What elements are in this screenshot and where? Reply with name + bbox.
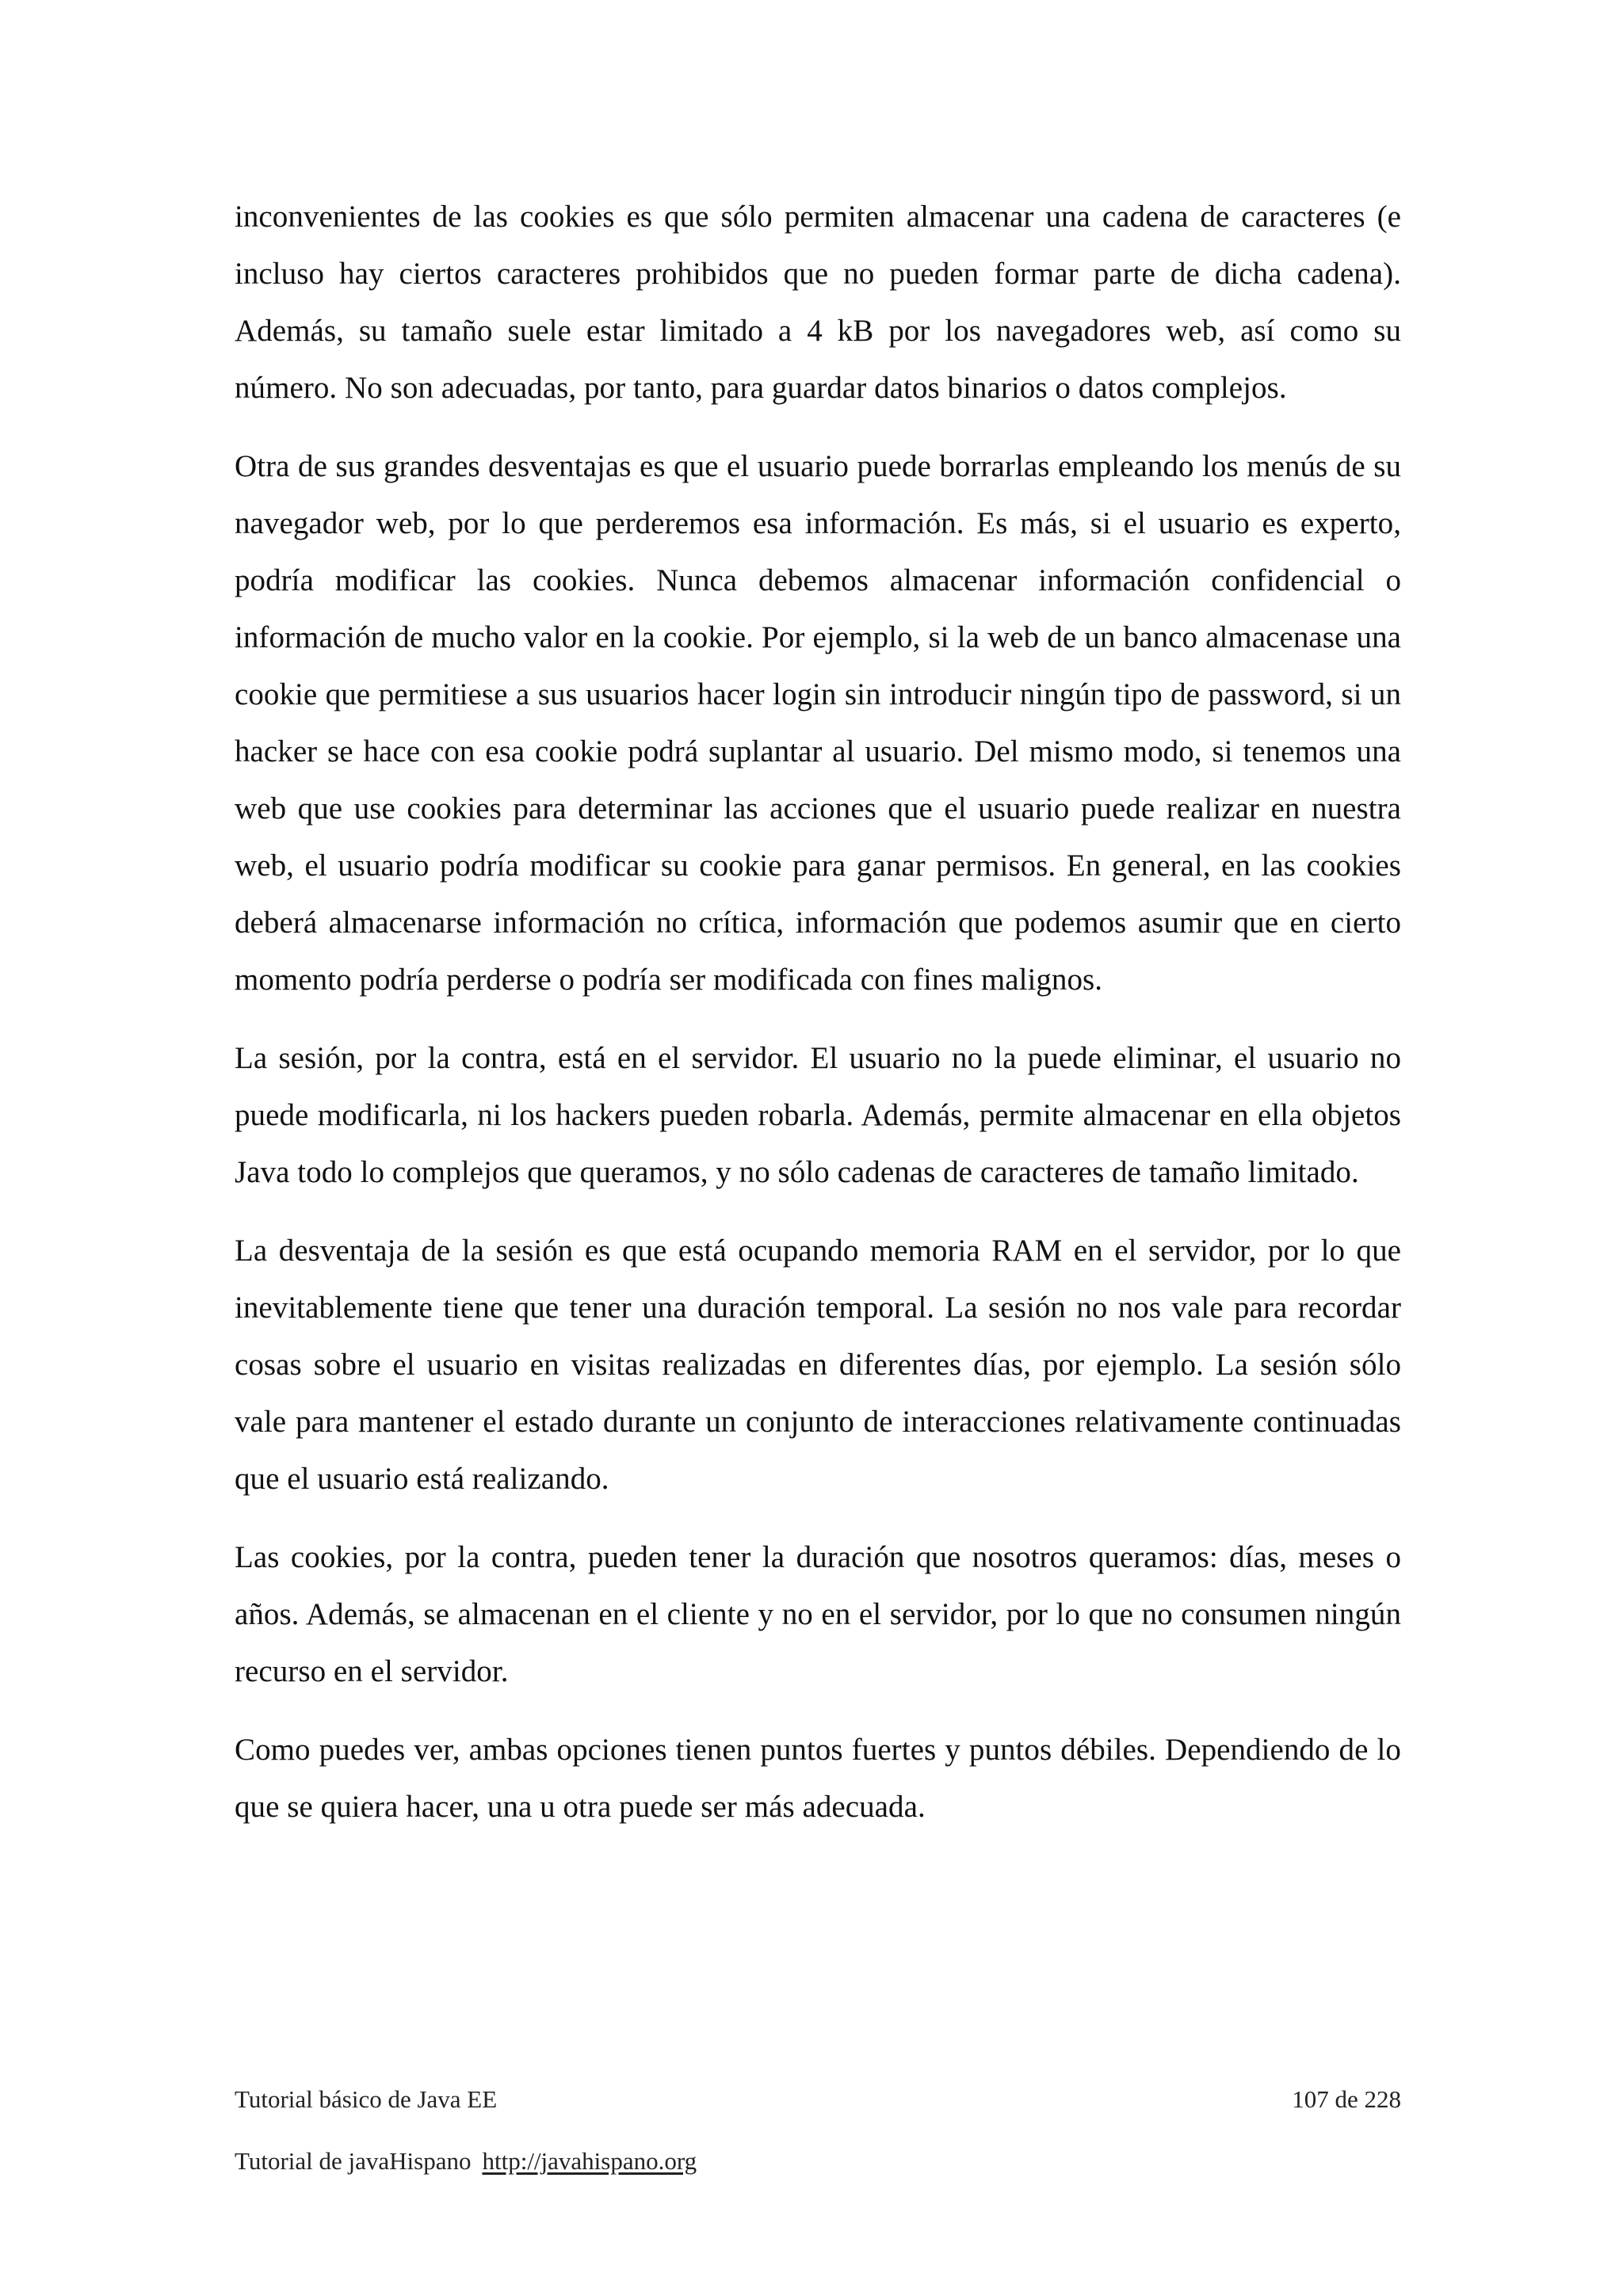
body-paragraph: La desventaja de la sesión es que está ocupando memoria RAM en el servidor, por lo que inevitablemente tiene que tener una duración temporal. La sesión no nos vale para recordar cosas sobre el usuario en visitas realizadas en diferentes días, por ejemplo. La sesión sólo vale para mantener el estado durante un conjunto de interacciones relativamente continuadas que el usuario está realizando. — [235, 1234, 1401, 1496]
footer-source — [235, 2145, 1401, 2177]
body-paragraph: inconvenientes de las cookies es que sólo permiten almacenar una cadena de caracteres (e incluso hay ciertos caracteres prohibidos que no pueden formar parte de dicha cadena). Además, su tamaño suele estar limitado a 4 kB por los navegadores web, así como su número. No son adecuadas, por tanto, para guardar datos binarios o datos complejos. — [235, 200, 1401, 405]
body-paragraph: Otra de sus grandes desventajas es que el usuario puede borrarlas empleando los menús de su navegador web, por lo que perderemos esa información. Es más, si el usuario es experto, podría modificar las cookies. Nunca debemos almacenar información confidencial o información de mucho valor en la cookie. Por ejemplo, si la web de un banco almacenase una cookie que permitiese a sus usuarios hacer login sin introducir ningún tipo de password, si un hacker se hace con esa cookie podrá suplantar al usuario. Del mismo modo, si tenemos una web que use cookies para determinar las acciones que el usuario puede realizar en nuestra web, el usuario podría modificar su cookie para ganar permisos. En general, en las cookies deberá almacenarse información no crítica, información que podemos asumir que en cierto momento podría perderse o podría ser modificada con fines malignos. — [235, 449, 1401, 997]
footer-source-text: Tutorial de javaHispano — [235, 2147, 472, 2175]
body-paragraph: La sesión, por la contra, está en el servidor. El usuario no la puede eliminar, el usuario no puede modificarla, ni los hackers pueden robarla. Además, permite almacenar en ella objetos Java todo lo complejos que queramos, y no sólo cadenas de caracteres de tamaño limitado. — [235, 1041, 1401, 1189]
page-footer — [235, 2084, 1401, 2115]
body-paragraph: Como puedes ver, ambas opciones tienen puntos fuertes y puntos débiles. Dependiendo de lo que se quiera hacer, una u otra puede ser más adecuada. — [235, 1733, 1401, 1824]
page-body — [235, 189, 1401, 1857]
footer-page-number: 107 de 228 — [1292, 2085, 1401, 2113]
footer-source-link[interactable]: http://javahispano.org — [482, 2147, 697, 2175]
body-paragraph: Las cookies, por la contra, pueden tener la duración que nosotros queramos: días, meses o años. Además, se almacenan en el cliente y no en el servidor, por lo que no consumen ningún recurso en el servidor. — [235, 1540, 1401, 1688]
footer-book-title: Tutorial básico de Java EE — [235, 2085, 498, 2113]
